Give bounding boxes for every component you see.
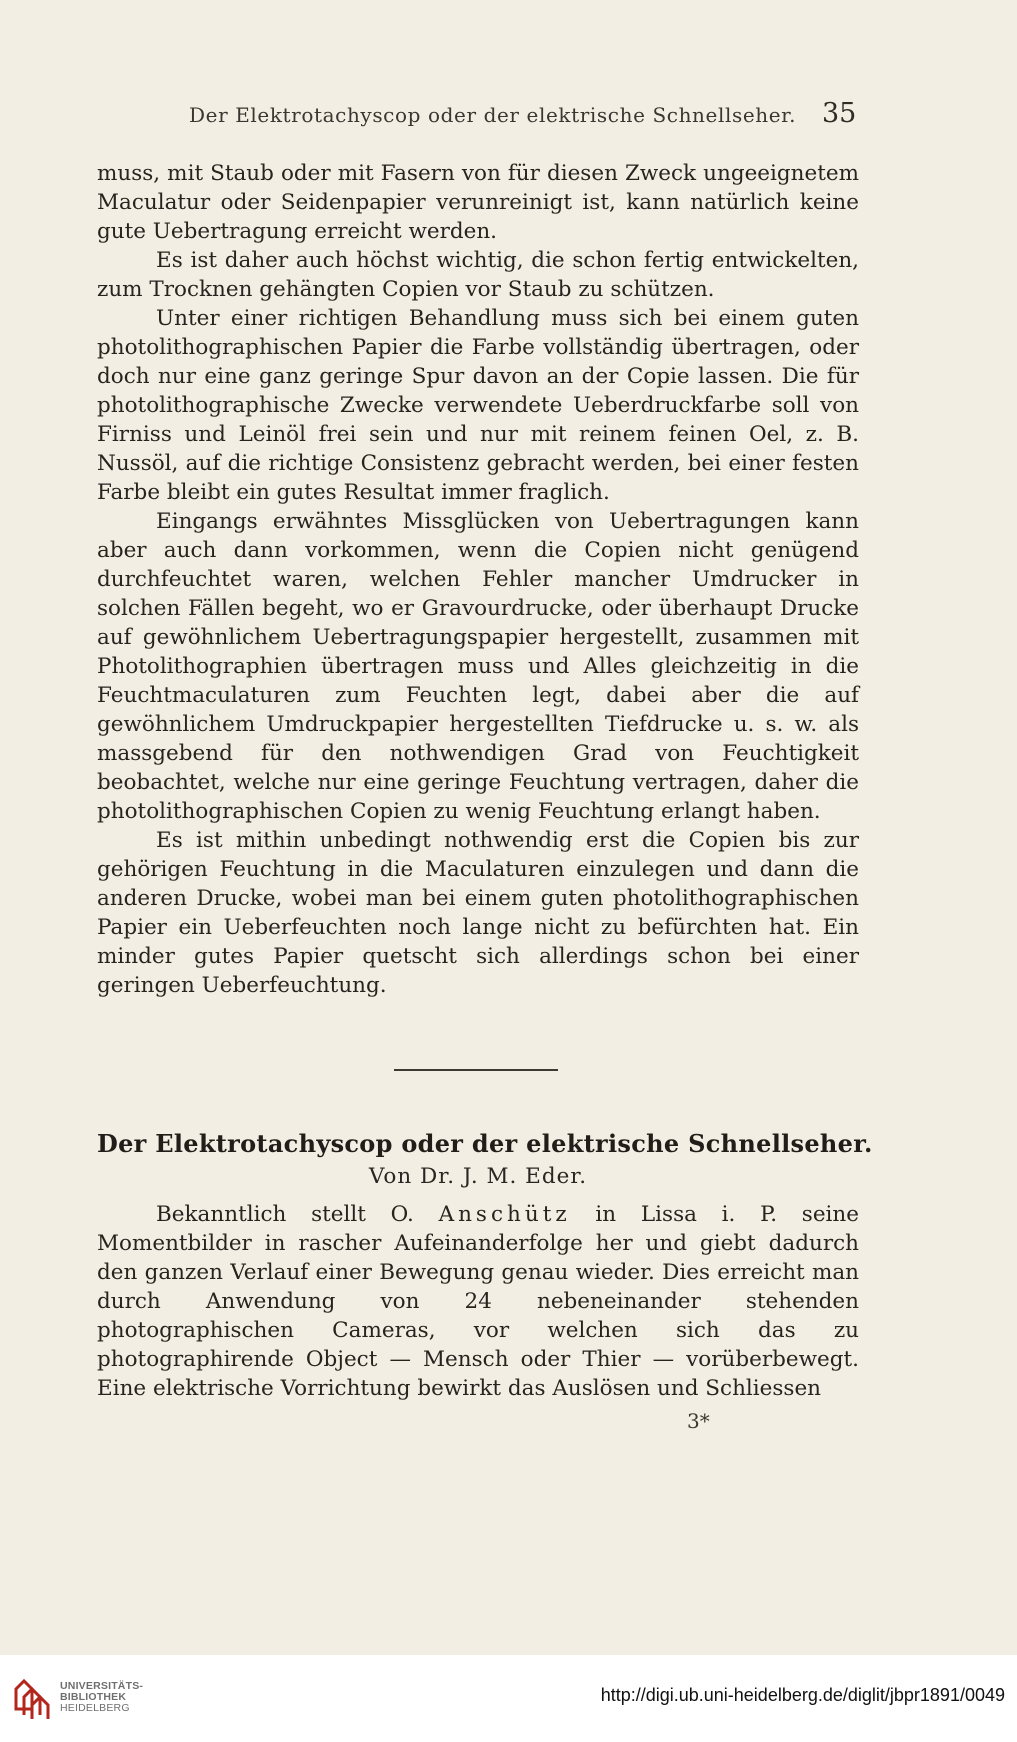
- signature-mark: 3*: [687, 1409, 710, 1433]
- library-name-line-1: UNIVERSITÄTS-: [60, 1680, 144, 1692]
- paragraph-4: Eingangs erwähntes Missglücken von Uebertragungen kann aber auch dann vorkommen, wenn die Copien nicht genügend durchfeuchtet waren, welchen Fehler mancher Umdrucker in solchen Fällen begeht, wo er Gravourdrucke, oder überhaupt Drucke auf gewöhnlichem Uebertragungspapier hergestellt, zusammen mit Photolithographien übertragen muss und Alles gleichzeitig in die Feuchtmaculaturen zum Feuchten legt, dabei aber die auf gewöhnlichem Umdruckpapier hergestellten Tiefdrucke u. s. w. als massgebend für den nothwendigen Grad von Feuchtigkeit beobachtet, welche nur eine geringe Feuchtung vertragen, daher die photolithographischen Copien zu wenig Feuchtung erlangt haben.: [97, 509, 859, 824]
- paragraph-2: Es ist daher auch höchst wichtig, die schon fertig entwickelten, zum Trocknen gehängten Copien vor Staub zu schützen.: [97, 248, 859, 302]
- intro-paragraph: [97, 1200, 859, 1403]
- article-intro: [97, 1200, 859, 1403]
- paragraph-1: muss, mit Staub oder mit Fasern von für diesen Zweck ungeeignetem Maculatur oder Seidenpapier verunreinigt ist, kann natürlich keine gute Uebertragung erreicht werden.: [97, 161, 859, 244]
- library-logo-icon: [10, 1675, 58, 1723]
- intro-text-after: in Lissa i. P. seine Momentbilder in rascher Aufeinanderfolge her und giebt dadurch den ganzen Verlauf einer Bewegung genau wieder. Dies erreicht man durch Anwendung von 24 nebeneinander stehenden photographischen Cameras, vor welchen sich das zu photographirende Object — Mensch oder Thier — vorüberbewegt. Eine elektrische Vorrichtung bewirkt das Auslösen und Schliessen: [97, 1202, 859, 1401]
- section-divider: [394, 1069, 558, 1071]
- article-byline: Von Dr. J. M. Eder.: [368, 1164, 588, 1189]
- source-url-link[interactable]: http://digi.ub.uni-heidelberg.de/diglit/jbpr1891/0049: [600, 1685, 1005, 1705]
- library-name: [60, 1681, 143, 1714]
- footer: [0, 1655, 1017, 1742]
- intro-text-before: Bekanntlich stellt O.: [156, 1202, 439, 1227]
- running-head: Der Elektrotachyscop oder der elektrische Schnellseher.: [189, 103, 797, 127]
- paragraph-5: Es ist mithin unbedingt nothwendig erst die Copien bis zur gehörigen Feuchtung in die Maculaturen einzulegen und dann die anderen Drucke, wobei man bei einem guten photolithographischen Papier ein Ueberfeuchten noch lange nicht zu befürchten hat. Ein minder gutes Papier quetscht sich allerdings schon bei einer geringen Ueberfeuchtung.: [97, 828, 859, 998]
- paragraph-3: Unter einer richtigen Behandlung muss sich bei einem guten photolithographischen Papier die Farbe vollständig übertragen, oder doch nur eine ganz geringe Spur davon an der Copie lassen. Die für photolithographische Zwecke verwendete Ueberdruckfarbe soll von Firniss und Leinöl frei sein und nur mit reinem feinen Oel, z. B. Nussöl, auf die richtige Consistenz gebracht werden, bei einer festen Farbe bleibt ein gutes Resultat immer fraglich.: [97, 306, 859, 505]
- library-name-line-2: BIBLIOTHEK: [60, 1691, 127, 1703]
- page-header: [0, 98, 1017, 133]
- page-number: 35: [822, 98, 857, 129]
- intro-author-name: Anschütz: [438, 1202, 571, 1227]
- body-text: [97, 159, 859, 1000]
- library-name-line-3: HEIDELBERG: [60, 1702, 130, 1714]
- article-title: Der Elektrotachyscop oder der elektrische Schnellseher.: [97, 1129, 873, 1158]
